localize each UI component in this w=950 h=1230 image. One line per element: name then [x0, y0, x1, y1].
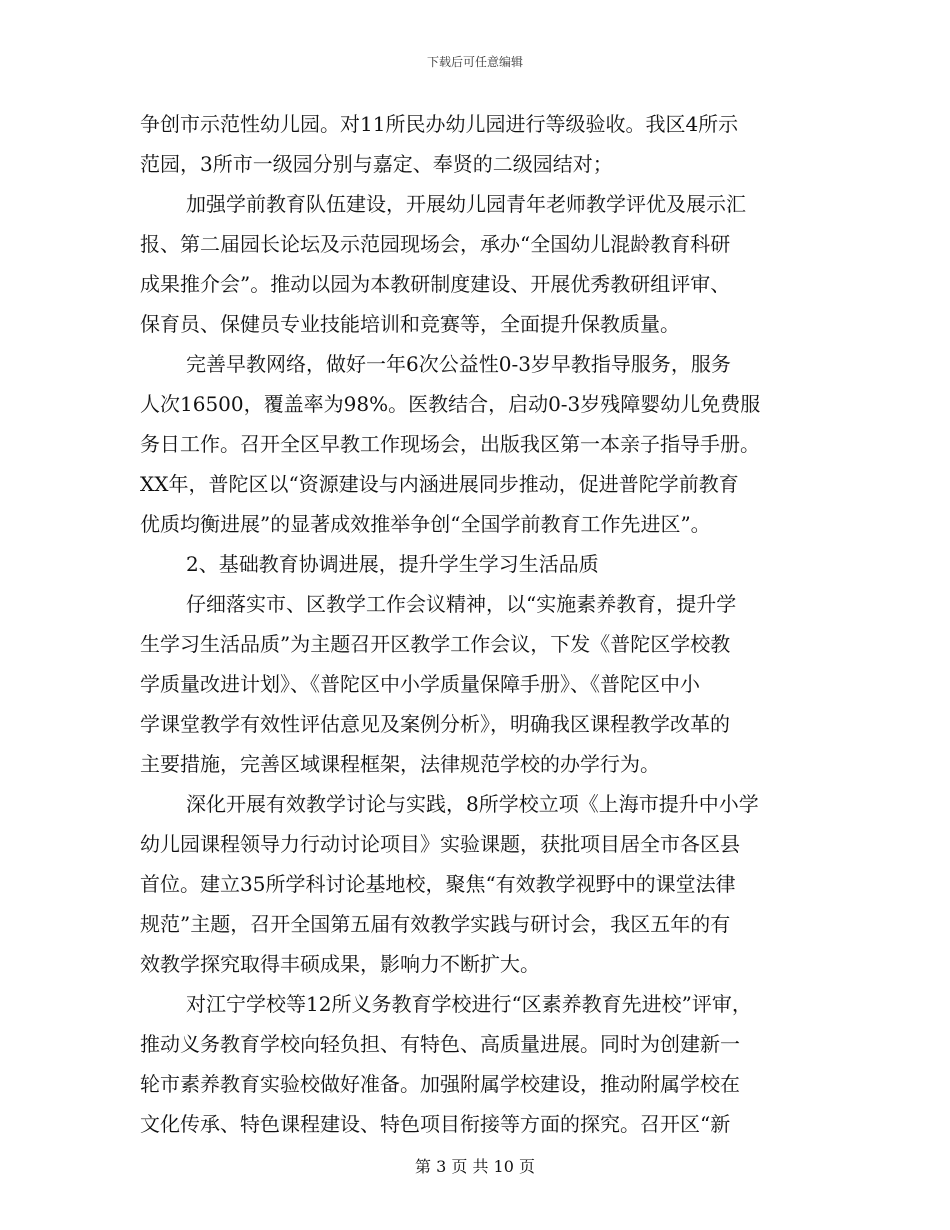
text-line: 主要措施，完善区域课程框架，法律规范学校的办学行为。 [140, 752, 660, 776]
text-line: 轮市素养教育实验校做好准备。加强附属学校建设，推动附属学校在 [140, 1072, 740, 1096]
paragraph-start-line: 深化开展有效教学讨论与实践，8所学校立项《上海市提升中小学 [186, 792, 759, 816]
text-line: 保育员、保健员专业技能培训和竞赛等，全面提升保教质量。 [140, 312, 680, 336]
text-line: 务日工作。召开全区早教工作现场会，出版我区第一本亲子指导手册。 [140, 432, 760, 456]
text-line: 幼儿园课程领导力行动讨论项目》实验课题，获批项目居全市各区县 [140, 832, 740, 856]
paragraph-start-line: 加强学前教育队伍建设，开展幼儿园青年老师教学评优及展示汇 [186, 192, 746, 216]
text-line: 争创市示范性幼儿园。对11所民办幼儿园进行等级验收。我区4所示 [140, 112, 739, 136]
text-line: 学课堂教学有效性评估意见及案例分析》，明确我区课程教学改革的 [140, 712, 730, 736]
text-line: 范园，3所市一级园分别与嘉定、奉贤的二级园结对； [140, 152, 613, 176]
page-number: 第 3 页 共 10 页 [415, 1157, 535, 1176]
text-line: 学质量改进计划》、《普陀区中小学质量保障手册》、《普陀区中小 [140, 672, 700, 696]
paragraph-start-line: 仔细落实市、区教学工作会议精神，以“实施素养教育，提升学 [186, 592, 737, 616]
text-line: 人次16500，覆盖率为98%。医教结合，启动0-3岁残障婴幼儿免费服 [140, 392, 761, 416]
section-heading: 2、基础教育协调进展，提升学生学习生活品质 [186, 552, 599, 576]
text-line: XX年，普陀区以“资源建设与内涵进展同步推动，促进普陀学前教育 [140, 472, 739, 496]
text-line: 成果推介会”。推动以园为本教研制度建设、开展优秀教研组评审、 [140, 272, 731, 296]
text-line: 推动义务教育学校向轻负担、有特色、高质量进展。同时为创建新一 [140, 1032, 740, 1056]
text-line: 效教学探究取得丰硕成果，影响力不断扩大。 [140, 952, 540, 976]
text-line: 首位。建立35所学科讨论基地校，聚焦“有效教学视野中的课堂法律 [140, 872, 736, 896]
text-line: 生学习生活品质”为主题召开区教学工作会议，下发《普陀区学校教 [140, 632, 731, 656]
text-line: 文化传承、特色课程建设、特色项目衔接等方面的探究。召开区“新 [140, 1112, 731, 1136]
text-line: 规范”主题，召开全国第五届有效教学实践与研讨会，我区五年的有 [140, 912, 731, 936]
paragraph-start-line: 完善早教网络，做好一年6次公益性0-3岁早教指导服务，服务 [186, 352, 731, 376]
text-line: 优质均衡进展”的显著成效推举争创“全国学前教育工作先进区”。 [140, 512, 711, 536]
body-text [140, 104, 810, 1144]
page-header: 下载后可任意编辑 [426, 55, 523, 69]
text-line: 报、第二届园长论坛及示范园现场会，承办“全国幼儿混龄教育科研 [140, 232, 731, 256]
paragraph-start-line: 对江宁学校等12所义务教育学校进行“区素养教育先进校”评审， [186, 992, 752, 1016]
